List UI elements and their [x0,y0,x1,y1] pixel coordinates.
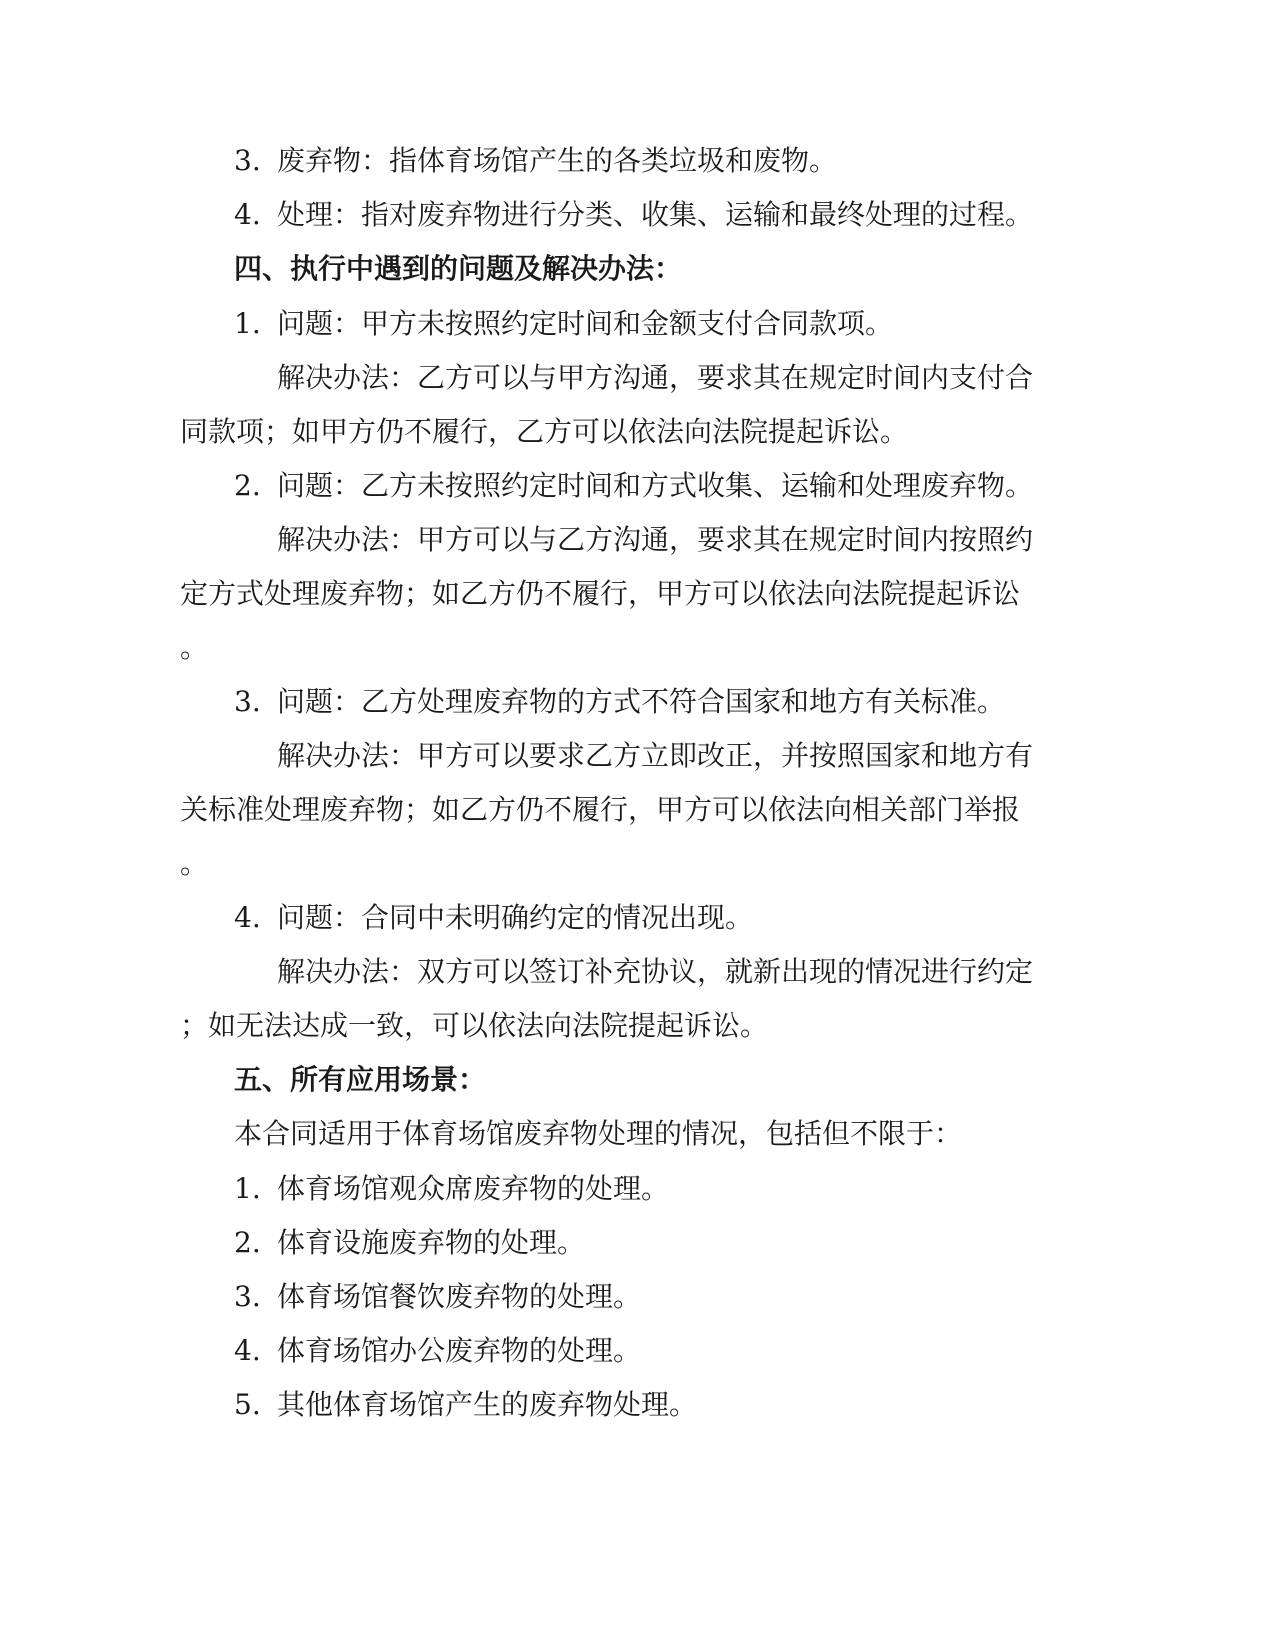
solution-line: 同款项；如甲方仍不履行，乙方可以依法向法院提起诉讼。 [180,415,909,448]
section-intro: 本合同适用于体育场馆废弃物处理的情况，包括但不限于： [234,1117,963,1150]
scenario-text: 体育场馆餐饮废弃物的处理。 [277,1280,642,1313]
problem-number: 2. [234,469,261,502]
problem-text: 问题：乙方未按照约定时间和方式收集、运输和处理废弃物。 [277,469,1034,502]
solution-line: 解决办法：双方可以签订补充协议，就新出现的情况进行约定 [277,955,1034,988]
scenario-text: 体育设施废弃物的处理。 [277,1226,586,1259]
solution-line: 解决办法：甲方可以与乙方沟通，要求其在规定时间内按照约 [277,523,1034,556]
scenario-text: 体育场馆办公废弃物的处理。 [277,1334,642,1367]
problem-number: 1. [234,307,261,340]
problem-text: 问题：乙方处理废弃物的方式不符合国家和地方有关标准。 [277,685,1006,718]
problem-text: 问题：合同中未明确约定的情况出现。 [277,901,754,934]
scenario-number: 2. [234,1226,261,1259]
scenario-number: 5. [234,1388,261,1421]
section-heading: 四、执行中遇到的问题及解决办法： [234,252,683,285]
section-heading: 五、所有应用场景： [234,1063,487,1096]
solution-line: 。 [180,631,209,664]
scenario-number: 4. [234,1334,261,1367]
solution-line: ；如无法达成一致，可以依法向法院提起诉讼。 [180,1009,769,1042]
solution-line: 定方式处理废弃物；如乙方仍不履行，甲方可以依法向法院提起诉讼 [180,577,1021,610]
solution-line: 关标准处理废弃物；如乙方仍不履行，甲方可以依法向相关部门举报 [180,793,1021,826]
definition-number: 4. [234,198,261,231]
problem-number: 4. [234,901,261,934]
scenario-text: 体育场馆观众席废弃物的处理。 [277,1172,670,1205]
solution-line: 解决办法：乙方可以与甲方沟通，要求其在规定时间内支付合 [277,361,1034,394]
definition-text: 处理：指对废弃物进行分类、收集、运输和最终处理的过程。 [277,198,1034,231]
problem-number: 3. [234,685,261,718]
scenario-text: 其他体育场馆产生的废弃物处理。 [277,1388,698,1421]
scenario-number: 1. [234,1172,261,1205]
problem-text: 问题：甲方未按照约定时间和金额支付合同款项。 [277,307,894,340]
definition-number: 3. [234,144,261,177]
solution-line: 解决办法：甲方可以要求乙方立即改正，并按照国家和地方有 [277,739,1034,772]
scenario-number: 3. [234,1280,261,1313]
solution-line: 。 [180,847,209,880]
definition-text: 废弃物：指体育场馆产生的各类垃圾和废物。 [277,144,838,177]
